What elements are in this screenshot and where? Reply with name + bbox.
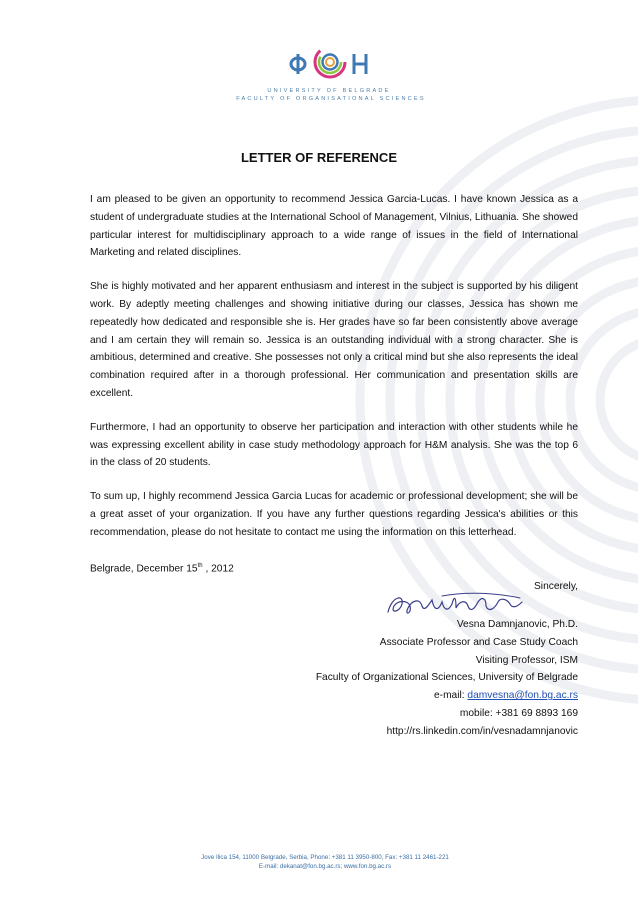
- handwritten-signature: [382, 586, 532, 620]
- signatory-mobile: mobile: +381 69 8893 169: [459, 707, 578, 719]
- signatory-name: Vesna Damnjanovic, Ph.D.: [456, 619, 578, 630]
- date-prefix: Belgrade, December 15: [90, 562, 198, 574]
- date-line: [90, 558, 578, 578]
- paragraph-2: She is highly motivated and her apparent enthusiasm and interest in the subject is supported by his diligent work. By adeptly meeting challenges and showing initiative during our classes, Jessica has shown me repeatedly how dedicated and responsible she is. Her grades have so far been consistently above average and I am certain they will remain so. Jessica is an outstanding individual with a strong character. She is ambitious, determined and creative. She possesses not only a critical mind but she also represents the ideal combination required after in a thorough professional. Her communication and presentation skills are excellent.: [90, 281, 578, 399]
- paragraph-1: I am pleased to be given an opportunity to recommend Jessica Garcia-Lucas. I have known Jessica as a student of undergraduate studies at the International School of Management, Vilnius, Lithuania. She showed particular interest for multidisciplinary approach to a wide range of issues in the field of International Marketing and related disciplines.: [90, 194, 579, 259]
- paragraph-3: Furthermore, I had an opportunity to observe her participation and interaction with other students while he was expressing excellent ability in case study methodology approach for H&M analysis. She was the top 6 in the class of 20 students.: [90, 421, 578, 469]
- signatory-title-2: Visiting Professor, ISM: [475, 654, 578, 666]
- signatory-title-1: Associate Professor and Case Study Coach: [379, 636, 578, 648]
- date-year: , 2012: [202, 562, 234, 574]
- date-suffix-sup: th: [197, 562, 203, 569]
- email-label: e-mail:: [434, 690, 468, 702]
- letter-title: LETTER OF REFERENCE: [240, 150, 397, 165]
- paragraph-4: To sum up, I highly recommend Jessica Garcia Lucas for academic or professional development; she will be a great asset of your organization. If you have any further questions regarding Jessica's abilities or this recommendation, please do not hesitate to contact me using the information on this letterhead.: [90, 491, 578, 538]
- signatory-linkedin[interactable]: http://rs.linkedin.com/in/vesnadamnjanovic: [386, 725, 578, 737]
- fon-logo: [280, 42, 380, 82]
- email-link[interactable]: damvesna@fon.bg.ac.rs: [467, 690, 578, 702]
- signatory-affiliation: Faculty of Organizational Sciences, University of Belgrade: [315, 672, 578, 684]
- footer-address: Jove Ilica 154, 11000 Belgrade, Serbia, Phone: +381 11 3950-800, Fax: +381 11 2461-221: [201, 854, 449, 861]
- faculty-name: FACULTY OF ORGANISATIONAL SCIENCES: [236, 96, 426, 102]
- signatory-email-line: [260, 687, 578, 705]
- signatory-block: [260, 616, 578, 741]
- letter-body: [90, 191, 578, 596]
- letterhead-footer: [0, 853, 638, 871]
- closing: Sincerely,: [534, 580, 578, 592]
- university-name: UNIVERSITY OF BELGRADE: [267, 88, 391, 94]
- footer-contact: E-mail: dekanat@fon.bg.ac.rs; www.fon.bg.ac.rs: [258, 863, 392, 870]
